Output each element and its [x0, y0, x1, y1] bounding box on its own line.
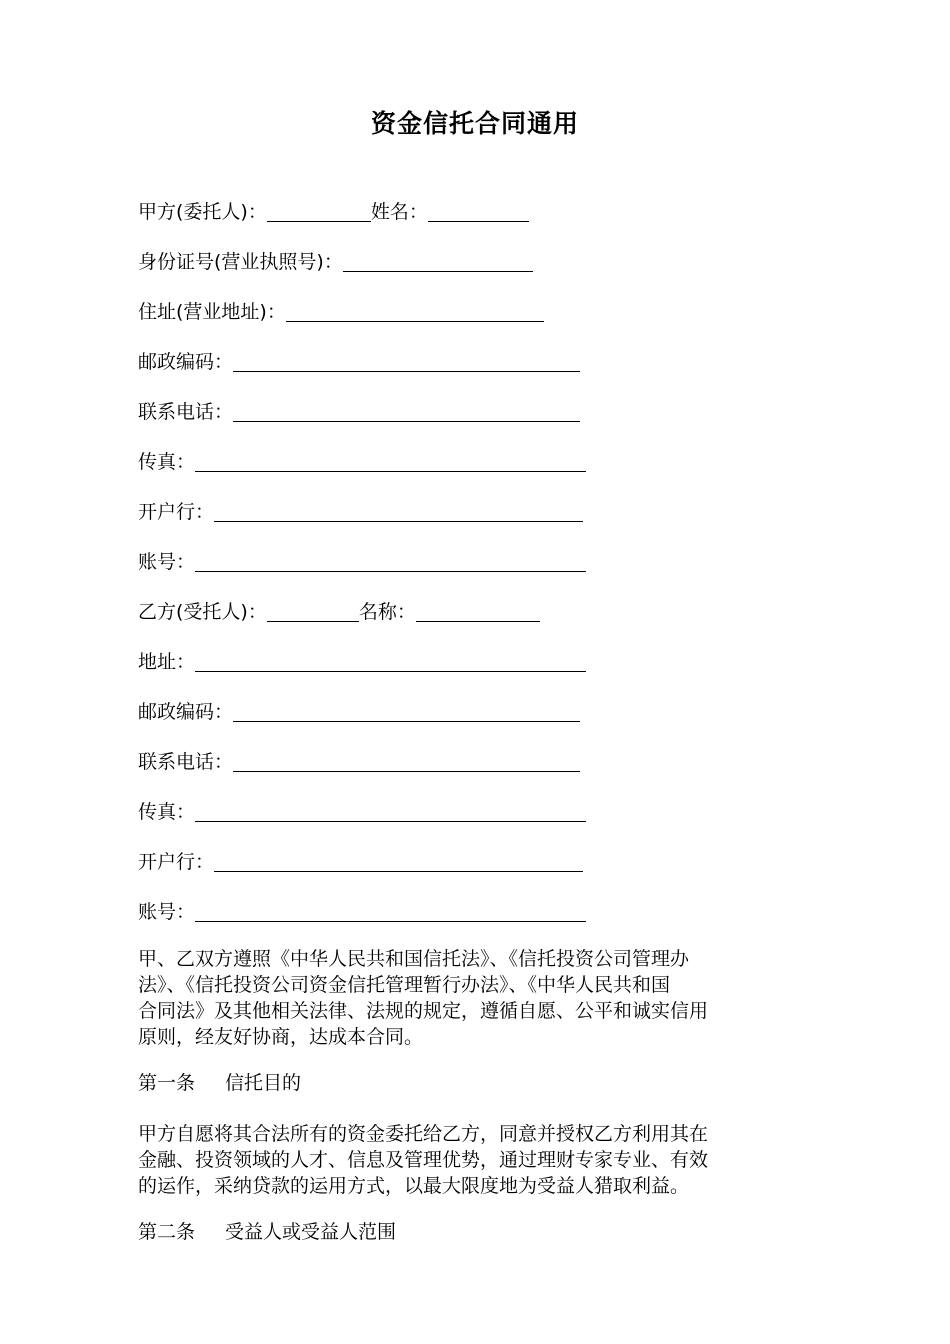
party-a-phone-blank[interactable] [233, 399, 580, 422]
party-a-row [138, 195, 529, 225]
article-1-line: 的运作，采纳贷款的运用方式，以最大限度地为受益人猎取利益。 [138, 1175, 690, 1197]
party-b-postcode-label: 邮政编码： [138, 701, 234, 723]
party-a-address-blank[interactable] [286, 299, 544, 322]
party-a-name-label: 姓名： [370, 201, 428, 223]
preamble-line: 合同法》及其他相关法律、法规的规定，遵循自愿、公平和诚实信用 [138, 1000, 709, 1022]
party-a-fax-label: 传真： [138, 451, 196, 473]
party-a-role-blank[interactable] [267, 199, 371, 222]
preamble-line: 甲、乙双方遵照《中华人民共和国信托法》、《信托投资公司管理办 [138, 948, 690, 970]
document-title: 资金信托合同通用 [370, 109, 579, 138]
party-b-bank-row [138, 845, 583, 875]
party-a-id-label: 身份证号(营业执照号)： [138, 251, 343, 273]
party-b-address-row [138, 645, 586, 675]
party-a-phone-row [138, 395, 580, 425]
party-b-fax-row [138, 795, 586, 825]
party-b-address-blank[interactable] [195, 649, 586, 672]
party-a-phone-label: 联系电话： [138, 401, 234, 423]
party-b-account-row [138, 895, 586, 925]
party-b-address-label: 地址： [138, 651, 196, 673]
party-b-account-label: 账号： [138, 901, 196, 923]
party-a-account-blank[interactable] [195, 549, 586, 572]
party-b-bank-label: 开户行： [138, 851, 215, 873]
party-b-phone-blank[interactable] [233, 749, 580, 772]
party-a-address-row [138, 295, 544, 325]
party-b-role-label: 乙方(受托人)： [138, 601, 267, 623]
party-a-bank-row [138, 495, 583, 525]
party-a-id-blank[interactable] [343, 249, 533, 272]
party-b-fax-blank[interactable] [195, 799, 586, 822]
preamble-paragraph [138, 946, 814, 1050]
party-b-row [138, 595, 540, 625]
party-b-account-blank[interactable] [195, 899, 586, 922]
party-a-fax-row [138, 445, 586, 475]
party-a-name-blank[interactable] [428, 199, 529, 222]
party-a-postcode-label: 邮政编码： [138, 351, 234, 373]
preamble-line: 原则，经友好协商，达成本合同。 [138, 1026, 424, 1048]
party-a-account-label: 账号： [138, 551, 196, 573]
party-b-role-blank[interactable] [267, 599, 359, 622]
party-b-postcode-row [138, 695, 580, 725]
party-a-postcode-row [138, 345, 580, 375]
party-a-bank-label: 开户行： [138, 501, 215, 523]
article-1-heading [138, 1070, 301, 1096]
party-a-bank-blank[interactable] [214, 499, 583, 522]
party-b-name-blank[interactable] [416, 599, 540, 622]
article-1-number: 第一条 [138, 1072, 196, 1094]
party-b-postcode-blank[interactable] [233, 699, 580, 722]
article-1-title: 信托目的 [225, 1072, 302, 1094]
party-b-phone-row [138, 745, 580, 775]
party-a-address-label: 住址(营业地址)： [138, 301, 286, 323]
party-b-bank-blank[interactable] [214, 849, 583, 872]
article-2-title: 受益人或受益人范围 [225, 1221, 397, 1243]
party-a-account-row [138, 545, 586, 575]
article-1-line: 金融、投资领域的人才、信息及管理优势，通过理财专家专业、有效 [138, 1149, 709, 1171]
article-1-line: 甲方自愿将其合法所有的资金委托给乙方，同意并授权乙方利用其在 [138, 1123, 709, 1145]
party-b-phone-label: 联系电话： [138, 751, 234, 773]
party-a-fax-blank[interactable] [195, 449, 586, 472]
article-1-paragraph [138, 1121, 814, 1199]
party-a-postcode-blank[interactable] [233, 349, 580, 372]
article-2-number: 第二条 [138, 1221, 196, 1243]
party-a-role-label: 甲方(委托人)： [138, 201, 267, 223]
preamble-line: 法》、《信托投资公司资金信托管理暂行办法》、《中华人民共和国 [138, 974, 671, 996]
article-2-heading [138, 1219, 396, 1245]
party-b-fax-label: 传真： [138, 801, 196, 823]
party-a-id-row [138, 245, 533, 275]
party-b-name-label: 名称： [358, 601, 416, 623]
